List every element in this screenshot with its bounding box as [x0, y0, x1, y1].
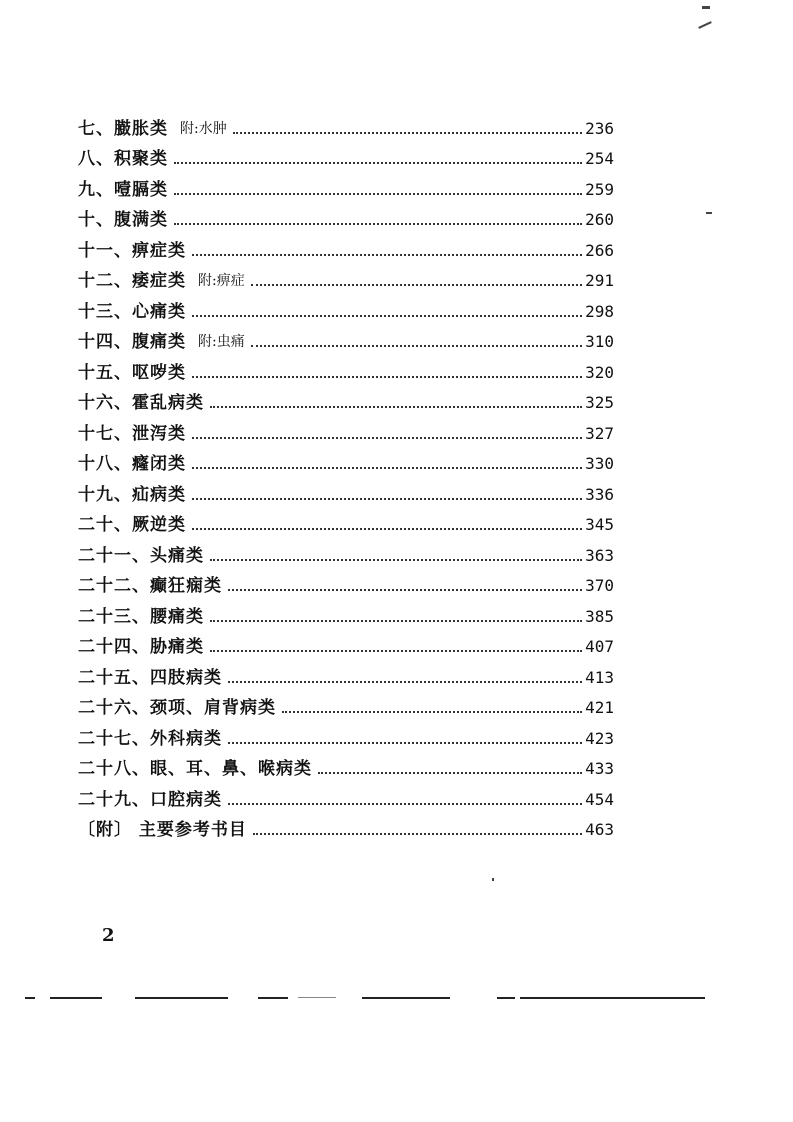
scan-mark: [492, 878, 494, 881]
toc-entry-page: 370: [585, 576, 614, 595]
dot-leader: [192, 528, 582, 530]
toc-entry-page: 330: [585, 454, 614, 473]
toc-entry: [78, 413, 614, 444]
toc-entry-title: 二十一、头痛类: [78, 545, 204, 566]
scan-mark: [698, 21, 712, 29]
toc-entry-title: 十一、痹症类: [78, 240, 186, 261]
toc-entry-title: 二十八、眼、耳、鼻、喉病类: [78, 759, 312, 779]
toc-entry: [78, 139, 614, 170]
dot-leader: [174, 223, 582, 225]
page-number: 2: [102, 925, 115, 946]
dot-leader: [192, 254, 582, 256]
table-of-contents: [78, 108, 614, 840]
toc-entry-title: 二十五、四肢病类: [78, 667, 222, 688]
toc-entry: [78, 718, 614, 749]
toc-entry-page: 260: [585, 210, 614, 229]
dot-leader: [253, 833, 582, 835]
toc-entry: [78, 657, 614, 688]
toc-entry: [78, 627, 614, 658]
toc-entry-title: 十五、呕哕类: [78, 362, 186, 383]
dot-leader: [192, 315, 582, 317]
toc-entry-page: 345: [585, 515, 614, 534]
toc-entry-title: 二十七、外科病类: [78, 728, 222, 749]
scan-mark: [702, 6, 710, 9]
toc-entry: [78, 230, 614, 261]
toc-entry: [78, 261, 614, 292]
toc-entry: [78, 108, 614, 139]
bottom-rule: [0, 997, 793, 1000]
toc-entry: [78, 596, 614, 627]
toc-entry-page: 310: [585, 332, 614, 351]
toc-entry: [78, 352, 614, 383]
toc-entry-page: 298: [585, 301, 614, 321]
dot-leader: [174, 193, 582, 195]
toc-entry: [78, 383, 614, 414]
toc-entry-page: 259: [585, 179, 614, 199]
toc-entry-page: 421: [585, 698, 614, 717]
toc-entry-page: 433: [585, 759, 614, 778]
toc-entry-title: 十三、心痛类: [78, 301, 186, 322]
toc-entry-page: 254: [585, 149, 614, 168]
toc-entry-page: 236: [585, 118, 614, 138]
toc-entry-page: 454: [585, 789, 614, 809]
toc-entry-title: 二十二、癫狂痫类: [78, 576, 222, 596]
toc-entry-title: 十二、痿症类: [78, 271, 186, 291]
dot-leader: [210, 620, 582, 622]
toc-entry-page: 463: [585, 820, 614, 839]
toc-entry-title: 〔附〕 主要参考书目: [78, 820, 247, 840]
toc-entry-title: 二十九、口腔病类: [78, 789, 222, 810]
toc-entry: [78, 535, 614, 566]
toc-entry-title: 八、积聚类: [78, 149, 168, 169]
toc-entry-page: 336: [585, 484, 614, 504]
dot-leader: [192, 498, 582, 500]
scan-mark: [706, 212, 712, 214]
toc-entry-title: 九、噎膈类: [78, 179, 168, 200]
dot-leader: [228, 681, 582, 683]
toc-entry-page: 413: [585, 667, 614, 687]
toc-entry-title: 十七、泄泻类: [78, 423, 186, 444]
toc-entry-page: 325: [585, 393, 614, 412]
toc-entry: [78, 810, 614, 841]
dot-leader: [210, 406, 582, 408]
dot-leader: [282, 711, 582, 713]
toc-entry: [78, 474, 614, 505]
dot-leader: [210, 559, 582, 561]
toc-entry: [78, 779, 614, 810]
toc-entry-title: 十四、腹痛类: [78, 332, 186, 352]
dot-leader: [210, 650, 582, 652]
dot-leader: [318, 772, 582, 774]
dot-leader: [228, 589, 582, 591]
toc-entry: [78, 291, 614, 322]
toc-entry-page: 266: [585, 240, 614, 260]
toc-entry: [78, 322, 614, 353]
toc-entry: [78, 688, 614, 719]
toc-entry-title: 二十四、胁痛类: [78, 637, 204, 657]
toc-entry-title: 十九、疝病类: [78, 484, 186, 505]
dot-leader: [174, 162, 582, 164]
toc-entry: [78, 566, 614, 597]
toc-entry-note: 附:虫痛: [198, 334, 245, 350]
toc-entry-title: 二十、厥逆类: [78, 515, 186, 535]
toc-entry: [78, 444, 614, 475]
toc-entry-page: 407: [585, 637, 614, 656]
dot-leader: [251, 345, 582, 347]
toc-entry-note: 附:痹症: [198, 273, 245, 289]
toc-entry-title: 二十三、腰痛类: [78, 606, 204, 627]
dot-leader: [228, 803, 582, 805]
toc-entry-title: 七、臌胀类: [78, 118, 168, 139]
dot-leader: [192, 437, 582, 439]
toc-entry: [78, 169, 614, 200]
dot-leader: [228, 742, 582, 744]
toc-entry-page: 385: [585, 606, 614, 626]
dot-leader: [233, 132, 582, 134]
toc-entry-title: 二十六、颈项、肩背病类: [78, 698, 276, 718]
toc-entry: [78, 200, 614, 231]
toc-entry-title: 十、腹满类: [78, 210, 168, 230]
dot-leader: [192, 467, 582, 469]
dot-leader: [251, 284, 582, 286]
toc-entry: [78, 505, 614, 536]
toc-entry-page: 423: [585, 728, 614, 748]
toc-entry-note: 附:水肿: [180, 120, 227, 137]
toc-entry-title: 十六、霍乱病类: [78, 393, 204, 413]
toc-list: [78, 108, 614, 840]
toc-entry-page: 291: [585, 271, 614, 290]
toc-entry-title: 十八、癃闭类: [78, 454, 186, 474]
toc-entry-page: 363: [585, 545, 614, 565]
toc-entry-page: 320: [585, 362, 614, 382]
toc-entry: [78, 749, 614, 780]
toc-entry-page: 327: [585, 423, 614, 443]
dot-leader: [192, 376, 582, 378]
